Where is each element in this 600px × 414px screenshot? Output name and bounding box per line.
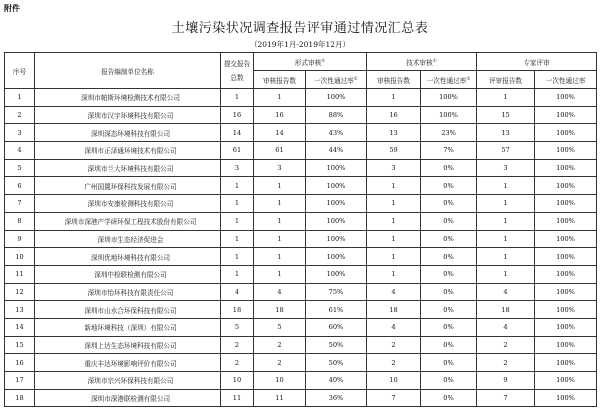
cell-formal-count: 1 (254, 230, 306, 248)
cell-formal-rate: 43% (306, 124, 367, 142)
cell-org: 深圳市兰大环境科技有限公司 (35, 159, 221, 177)
cell-submitted-total: 1 (221, 230, 254, 248)
cell-submitted-total: 3 (221, 159, 254, 177)
cell-expert-rate: 100% (535, 177, 597, 195)
cell-expert-rate: 100% (535, 230, 597, 248)
cell-seq: 14 (5, 318, 35, 336)
cell-org: 新地环境科技（深圳）有限公司 (35, 318, 221, 336)
cell-tech-count: 59 (367, 142, 421, 160)
cell-expert-count: 13 (477, 124, 535, 142)
header-formal-count: 审核报告数 (254, 71, 306, 89)
cell-expert-rate: 100% (535, 212, 597, 230)
cell-submitted-total: 16 (221, 106, 254, 124)
cell-tech-rate: 0% (421, 336, 477, 354)
table-row (5, 301, 597, 319)
cell-tech-rate: 0% (421, 318, 477, 336)
cell-expert-count: 1 (477, 230, 535, 248)
cell-seq: 10 (5, 248, 35, 266)
cell-expert-rate: 100% (535, 106, 597, 124)
cell-formal-rate: 50% (306, 354, 367, 372)
cell-org: 深圳市正泽通环境技术有限公司 (35, 142, 221, 160)
cell-tech-rate: 0% (421, 301, 477, 319)
cell-org: 深圳深态环境科技有限公司 (35, 124, 221, 142)
header-seq: 序号 (5, 53, 35, 89)
cell-org: 深圳市汉宇环境科技有限公司 (35, 106, 221, 124)
cell-tech-rate: 0% (421, 265, 477, 283)
cell-tech-count: 1 (367, 89, 421, 107)
table-row (5, 265, 597, 283)
cell-formal-rate: 100% (306, 212, 367, 230)
cell-org: 深圳市安康检测科技有限公司 (35, 195, 221, 213)
cell-formal-count: 1 (254, 212, 306, 230)
cell-expert-count: 4 (477, 318, 535, 336)
cell-formal-count: 18 (254, 301, 306, 319)
cell-formal-count: 1 (254, 177, 306, 195)
cell-tech-rate: 0% (421, 177, 477, 195)
cell-tech-count: 1 (367, 177, 421, 195)
cell-seq: 4 (5, 142, 35, 160)
cell-expert-rate: 100% (535, 124, 597, 142)
cell-expert-rate: 100% (535, 195, 597, 213)
cell-org: 广州国置环保科技发展有限公司 (35, 177, 221, 195)
cell-seq: 5 (5, 159, 35, 177)
cell-expert-rate: 100% (535, 318, 597, 336)
cell-tech-rate: 0% (421, 372, 477, 390)
date-range-subtitle: （2019年1月-2019年12月） (249, 40, 351, 49)
cell-tech-rate: 100% (421, 89, 477, 107)
cell-expert-rate: 100% (535, 301, 597, 319)
cell-seq: 12 (5, 283, 35, 301)
cell-submitted-total: 1 (221, 195, 254, 213)
cell-tech-count: 1 (367, 212, 421, 230)
cell-expert-count: 1 (477, 195, 535, 213)
cell-tech-count: 1 (367, 230, 421, 248)
cell-seq: 13 (5, 301, 35, 319)
cell-formal-count: 1 (254, 265, 306, 283)
cell-submitted-total: 1 (221, 177, 254, 195)
cell-tech-count: 1 (367, 195, 421, 213)
table-row (5, 195, 597, 213)
cell-submitted-total: 1 (221, 265, 254, 283)
cell-tech-rate: 0% (421, 159, 477, 177)
header-submitted-total: 提交报告总数 (221, 53, 254, 89)
cell-expert-count: 7 (477, 389, 535, 407)
header-technical-review: 技术审核① (367, 53, 477, 71)
cell-tech-count: 1 (367, 248, 421, 266)
cell-expert-count: 3 (477, 159, 535, 177)
cell-expert-count: 1 (477, 212, 535, 230)
cell-expert-rate: 100% (535, 283, 597, 301)
cell-formal-count: 1 (254, 248, 306, 266)
cell-seq: 1 (5, 89, 35, 107)
cell-submitted-total: 14 (221, 124, 254, 142)
cell-formal-rate: 36% (306, 389, 367, 407)
cell-expert-rate: 100% (535, 372, 597, 390)
cell-seq: 16 (5, 354, 35, 372)
cell-expert-rate: 100% (535, 248, 597, 266)
cell-submitted-total: 11 (221, 389, 254, 407)
cell-tech-count: 3 (367, 159, 421, 177)
cell-org: 深圳市深港产学研环保工程技术股份有限公司 (35, 212, 221, 230)
cell-formal-rate: 100% (306, 265, 367, 283)
page-title: 土壤污染状况调查报告评审通过情况汇总表 (171, 21, 429, 36)
cell-tech-count: 1 (367, 265, 421, 283)
cell-tech-count: 18 (367, 301, 421, 319)
cell-formal-rate: 100% (306, 248, 367, 266)
table-row (5, 372, 597, 390)
cell-formal-count: 1 (254, 195, 306, 213)
cell-formal-rate: 100% (306, 159, 367, 177)
cell-expert-count: 18 (477, 301, 535, 319)
header-tech-count: 审核报告数 (367, 71, 421, 89)
cell-formal-rate: 100% (306, 89, 367, 107)
header-tech-rate: 一次性通过率① (421, 71, 477, 89)
cell-formal-rate: 50% (306, 336, 367, 354)
cell-org: 深圳上达生态环境科技有限公司 (35, 336, 221, 354)
cell-org: 深圳市山水合环保科技有限公司 (35, 301, 221, 319)
cell-expert-rate: 100% (535, 265, 597, 283)
cell-expert-count: 1 (477, 265, 535, 283)
cell-expert-rate: 100% (535, 142, 597, 160)
table-row (5, 389, 597, 407)
cell-tech-rate: 100% (421, 106, 477, 124)
table-row (5, 336, 597, 354)
cell-seq: 3 (5, 124, 35, 142)
attachment-label: 附件 (4, 4, 20, 13)
cell-formal-count: 10 (254, 372, 306, 390)
cell-formal-rate: 61% (306, 301, 367, 319)
cell-submitted-total: 1 (221, 212, 254, 230)
cell-tech-count: 2 (367, 354, 421, 372)
cell-seq: 7 (5, 195, 35, 213)
cell-formal-rate: 100% (306, 177, 367, 195)
cell-tech-rate: 0% (421, 389, 477, 407)
table-row (5, 142, 597, 160)
cell-org: 深圳市生态经济促进会 (35, 230, 221, 248)
cell-formal-rate: 40% (306, 372, 367, 390)
cell-expert-count: 4 (477, 283, 535, 301)
cell-tech-count: 2 (367, 336, 421, 354)
cell-tech-rate: 0% (421, 283, 477, 301)
cell-expert-count: 9 (477, 372, 535, 390)
cell-tech-rate: 7% (421, 142, 477, 160)
cell-formal-count: 3 (254, 159, 306, 177)
cell-formal-count: 4 (254, 283, 306, 301)
header-formal-rate: 一次性通过率① (306, 71, 367, 89)
cell-expert-count: 1 (477, 248, 535, 266)
cell-seq: 18 (5, 389, 35, 407)
cell-submitted-total: 2 (221, 336, 254, 354)
cell-tech-count: 10 (367, 372, 421, 390)
cell-formal-rate: 44% (306, 142, 367, 160)
cell-tech-count: 4 (367, 318, 421, 336)
cell-tech-count: 16 (367, 106, 421, 124)
cell-submitted-total: 18 (221, 301, 254, 319)
cell-org: 深圳市帕斯环境检测技术有限公司 (35, 89, 221, 107)
cell-submitted-total: 5 (221, 318, 254, 336)
cell-org: 深圳市怡环科技有限责任公司 (35, 283, 221, 301)
cell-expert-count: 1 (477, 177, 535, 195)
cell-tech-rate: 0% (421, 195, 477, 213)
cell-tech-count: 4 (367, 283, 421, 301)
cell-submitted-total: 2 (221, 354, 254, 372)
header-formal-review: 形式审核① (254, 53, 367, 71)
table-row (5, 89, 597, 107)
cell-seq: 6 (5, 177, 35, 195)
cell-tech-rate: 23% (421, 124, 477, 142)
table-body (5, 89, 597, 407)
header-expert-count: 评审报告数 (477, 71, 535, 89)
cell-submitted-total: 61 (221, 142, 254, 160)
cell-expert-rate: 100% (535, 389, 597, 407)
cell-formal-rate: 100% (306, 230, 367, 248)
cell-tech-rate: 0% (421, 354, 477, 372)
cell-expert-count: 2 (477, 354, 535, 372)
cell-expert-rate: 100% (535, 159, 597, 177)
cell-formal-count: 1 (254, 89, 306, 107)
table-row (5, 159, 597, 177)
header-expert-rate: 一次性通过率 (535, 71, 597, 89)
cell-formal-count: 16 (254, 106, 306, 124)
cell-expert-rate: 100% (535, 354, 597, 372)
cell-org: 深圳市深港联检测有限公司 (35, 389, 221, 407)
cell-submitted-total: 4 (221, 283, 254, 301)
cell-formal-rate: 75% (306, 283, 367, 301)
cell-expert-count: 1 (477, 89, 535, 107)
table-row (5, 212, 597, 230)
cell-seq: 17 (5, 372, 35, 390)
cell-formal-count: 2 (254, 354, 306, 372)
table-row (5, 230, 597, 248)
table-row (5, 106, 597, 124)
summary-table (4, 52, 597, 407)
cell-expert-count: 57 (477, 142, 535, 160)
cell-tech-count: 13 (367, 124, 421, 142)
cell-seq: 11 (5, 265, 35, 283)
cell-submitted-total: 1 (221, 248, 254, 266)
cell-seq: 9 (5, 230, 35, 248)
cell-expert-rate: 100% (535, 336, 597, 354)
cell-org: 深圳优地环境科技有限公司 (35, 248, 221, 266)
cell-formal-rate: 100% (306, 195, 367, 213)
cell-formal-count: 11 (254, 389, 306, 407)
cell-tech-rate: 0% (421, 248, 477, 266)
table-row (5, 354, 597, 372)
cell-tech-count: 7 (367, 389, 421, 407)
cell-seq: 2 (5, 106, 35, 124)
cell-formal-count: 14 (254, 124, 306, 142)
cell-tech-rate: 0% (421, 230, 477, 248)
cell-tech-rate: 0% (421, 212, 477, 230)
cell-org: 重庆丰达环境影响评价有限公司 (35, 354, 221, 372)
table-row (5, 248, 597, 266)
cell-org: 深圳市宗兴环保科技有限公司 (35, 372, 221, 390)
cell-formal-rate: 88% (306, 106, 367, 124)
table-row (5, 124, 597, 142)
header-expert-review: 专家评审 (477, 53, 597, 71)
cell-submitted-total: 1 (221, 89, 254, 107)
cell-formal-count: 5 (254, 318, 306, 336)
cell-expert-count: 2 (477, 336, 535, 354)
cell-formal-rate: 60% (306, 318, 367, 336)
table-row (5, 283, 597, 301)
table-row (5, 318, 597, 336)
table-row (5, 177, 597, 195)
cell-formal-count: 2 (254, 336, 306, 354)
header-org: 报告编制单位名称 (35, 53, 221, 89)
cell-seq: 8 (5, 212, 35, 230)
cell-expert-rate: 100% (535, 89, 597, 107)
cell-seq: 15 (5, 336, 35, 354)
cell-submitted-total: 10 (221, 372, 254, 390)
cell-formal-count: 61 (254, 142, 306, 160)
cell-org: 深圳中检联检测有限公司 (35, 265, 221, 283)
cell-expert-count: 15 (477, 106, 535, 124)
